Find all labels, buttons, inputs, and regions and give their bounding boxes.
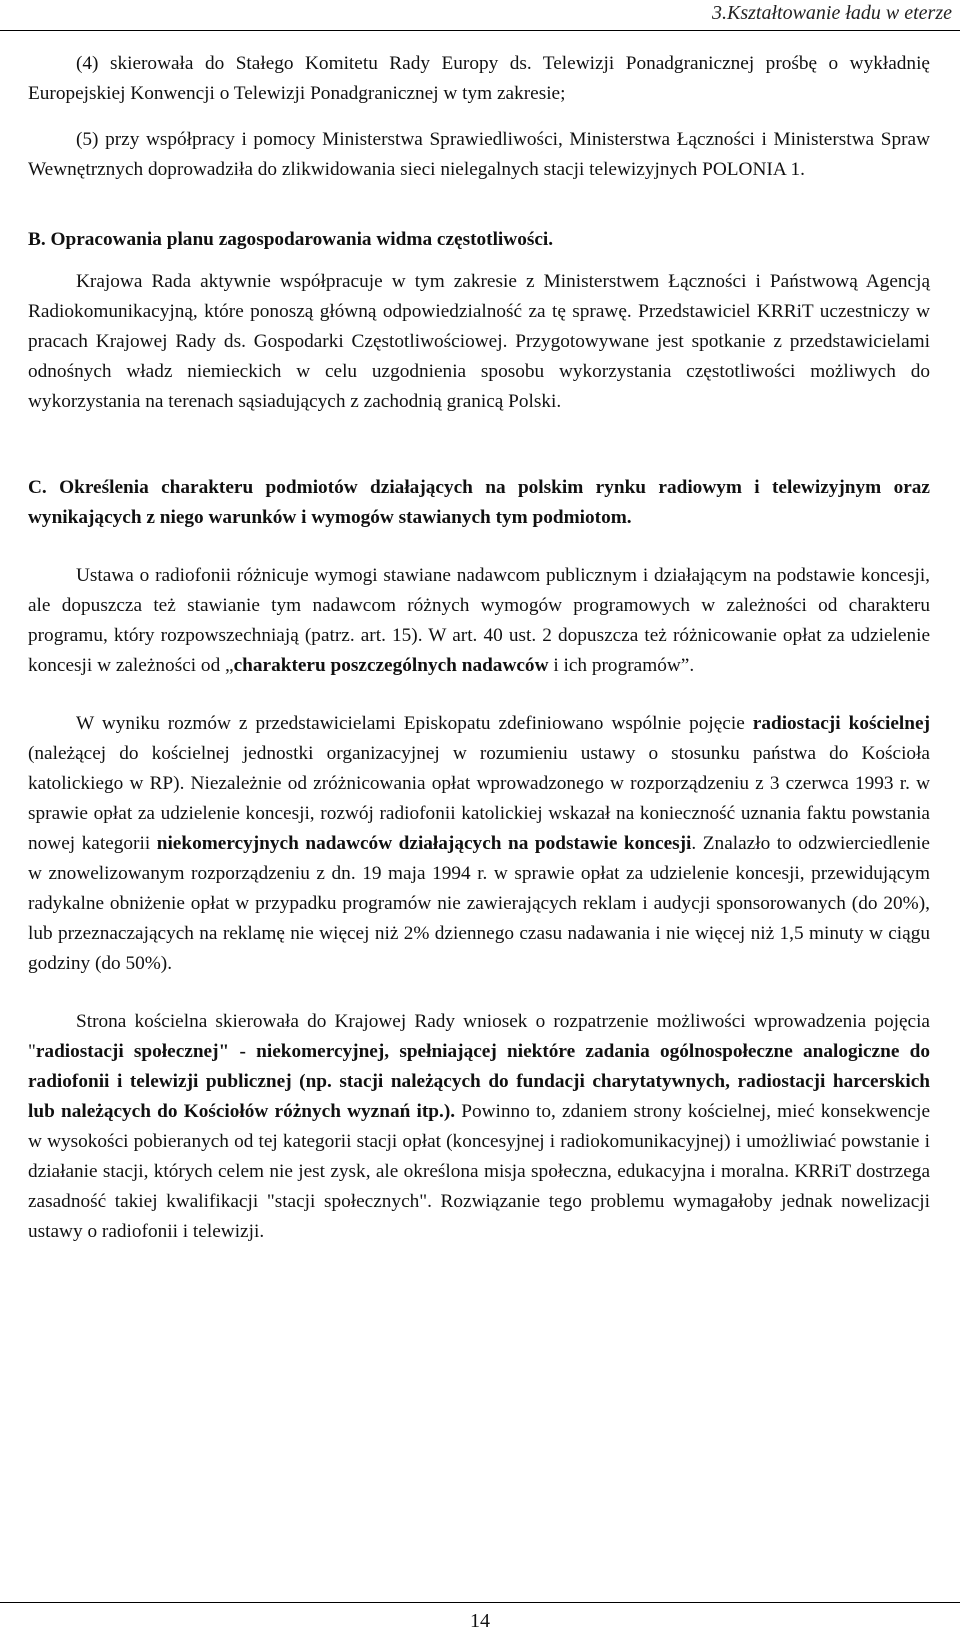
text-run: (należącej do kościelnej jednostki organizacyjnej w rozumieniu ustawy o stosunku państwa do Kościoła katolickiego w RP). Niezależnie od zróżnicowania opłat wprowadzonego w rozporządzeniu z 3 czerwca 1993 r. w sprawie opłat za udzielenie koncesji, rozwój radiofonii katolickiej wskazał na konieczność uznania faktu powstania nowej kategorii bbox=[28, 743, 930, 854]
text-run: Ustawa o radiofonii różnicuje wymogi stawiane nadawcom publicznym i działającym na podstawie koncesji, ale dopuszcza też stawianie tym nadawcom różnych wymogów programowych w zależności od charakteru programu, który rozpowszechniają (patrz. art. 15). W art. 40 ust. 2 dopuszcza też różnicowanie opłat za udzielenie koncesji w zależności od „ bbox=[28, 565, 930, 676]
section-c-paragraph-3 bbox=[28, 1007, 930, 1247]
text-run: i ich programów”. bbox=[548, 655, 695, 676]
section-b-heading: B. Opracowania planu zagospodarowania widma częstotliwości. bbox=[28, 229, 554, 250]
section-b-paragraph: Krajowa Rada aktywnie współpracuje w tym zakresie z Ministerstwem Łączności i Państwową Agencją Radiokomunikacyjną, które ponoszą główną odpowiedzialność za tę sprawę. Przedstawiciel KRRiT uczestniczy w pracach Krajowej Rady ds. Gospodarki Częstotliwościowej. Przygotowywane jest spotkanie z przedstawicielami odnośnych władz niemieckich w celu uzgodnienia sposobu wykorzystania częstotliwości możliwych do wykorzystania na terenach sąsiadujących z zachodnią granicą Polski. bbox=[28, 271, 930, 412]
text-run: Powinno to, zdaniem strony kościelnej, mieć konsekwencje w wysokości pobieranych od tej kategorii stacji opłat (koncesyjnej i radiokomunikacyjnej) i umożliwiać powstanie i działanie stacji, których celem nie jest zysk, ale określona misja społeczna, edukacyjna i moralna. KRRiT dostrzega zasadność takiej kwalifikacji "stacji społecznych". Rozwiązanie tego problemu wymagałoby jednak nowelizacji ustawy o radiofonii i telewizji. bbox=[28, 1101, 930, 1242]
bold-phrase: niekomercyjnych nadawców działających na podstawie koncesji bbox=[156, 833, 692, 854]
section-c-heading: C. Określenia charakteru podmiotów działających na polskim rynku radiowym i telewizyjnym oraz wynikających z niego warunków i wymogów stawianych tym podmiotom. bbox=[28, 477, 930, 528]
page-header bbox=[0, 0, 960, 40]
list-item-4: (4) skierowała do Stałego Komitetu Rady Europy ds. Telewizji Ponadgranicznej prośbę o wykładnię Europejskiej Konwencji o Telewizji Ponadgranicznej w tym zakresie; bbox=[28, 53, 930, 104]
header-rule bbox=[0, 30, 960, 31]
text-run: Strona kościelna skierowała do Krajowej Rady wniosek o rozpatrzenie możliwości wprowadzenia pojęcia " bbox=[28, 1011, 930, 1062]
bold-phrase: charakteru poszczególnych nadawców bbox=[233, 655, 549, 676]
page-footer bbox=[0, 1600, 960, 1642]
page-number: 14 bbox=[470, 1610, 490, 1632]
text-run: W wyniku rozmów z przedstawicielami Episkopatu zdefiniowano wspólnie pojęcie bbox=[76, 713, 753, 734]
section-c-paragraph-2 bbox=[28, 709, 930, 979]
text-run: . Znalazło to odzwierciedlenie w znowelizowanym rozporządzeniu z dn. 19 maja 1994 r. w sprawie opłat za udzielenie koncesji, przewidującym radykalne obniżenie opłat w przypadku programów nie zawierających reklam i audycji sponsorowanych (do 20%), lub przeznaczających na reklamę nie więcej niż 2% dziennego czasu nadawania i nie więcej niż 1,5 minuty w ciągu godziny (do 50%). bbox=[28, 833, 930, 974]
footer-rule bbox=[0, 1602, 960, 1603]
bold-phrase: radiostacji społecznej" - niekomercyjnej, spełniającej niektóre zadania ogólnospołeczne analogiczne do radiofonii i telewizji publicznej (np. stacji należących do fundacji charytatywnych, radiostacji harcerskich lub należących do Kościołów różnych wyznań itp.). bbox=[28, 1041, 930, 1122]
bold-phrase: radiostacji kościelnej bbox=[752, 713, 930, 734]
page-body bbox=[28, 49, 930, 1247]
running-title: 3.Kształtowanie ładu w eterze bbox=[712, 2, 952, 24]
section-c-paragraph-1 bbox=[28, 561, 930, 681]
list-item-5: (5) przy współpracy i pomocy Ministerstwa Sprawiedliwości, Ministerstwa Łączności i Ministerstwa Spraw Wewnętrznych doprowadziła do zlikwidowania sieci nielegalnych stacji telewizyjnych POLONIA 1. bbox=[28, 129, 930, 180]
